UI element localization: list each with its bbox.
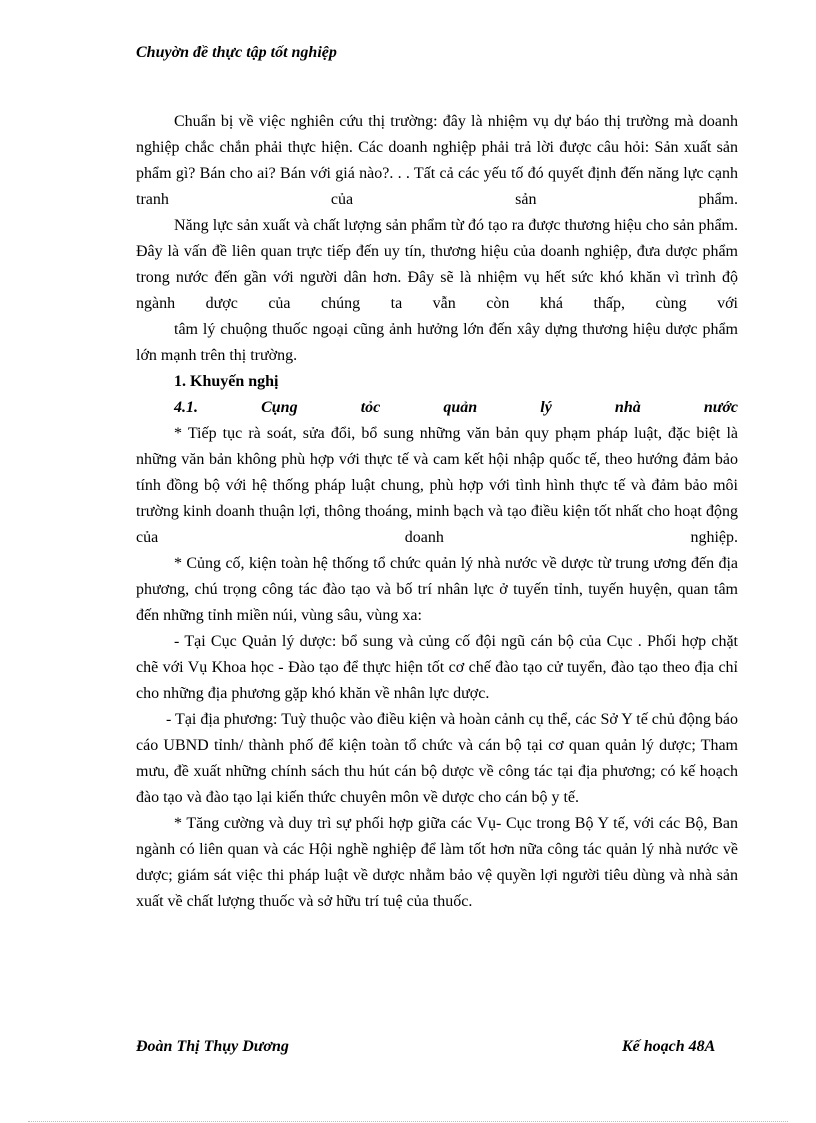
footer-author: Đoàn Thị Thụy Dương (136, 1038, 289, 1055)
subsection-heading-state-management: 4.1. Cụng tỏc quản lý nhà nước (174, 399, 738, 416)
paragraph-brand-capacity: Năng lực sản xuất và chất lượng sản phẩm từ đó tạo ra được thương hiệu cho sản phẩm. Đây là vấn đề liên quan trực tiếp đến uy tín, thương hiệu của doanh nghiệp, đưa dược phẩm trong nước đến gần với người dân hơn. Đây sẽ là nhiệm vụ hết sức khó khăn vì trình độ ngành dược của chúng ta vẫn còn khá thấp, cùng với (136, 217, 738, 312)
paragraph-brand-capacity-cont: tâm lý chuộng thuốc ngoại cũng ảnh hưởng lớn đến xây dựng thương hiệu dược phẩm lớn mạnh trên thị trường. (136, 321, 738, 364)
paragraph-organization: * Củng cố, kiện toàn hệ thống tổ chức quản lý nhà nước về dược từ trung ương đến địa phương, chú trọng công tác đào tạo và bố trí nhân lực ở tuyến tỉnh, tuyến huyện, quan tâm đến những tỉnh miền núi, vùng sâu, vùng xa: (136, 555, 738, 624)
paragraph-legal-review: * Tiếp tục rà soát, sửa đổi, bổ sung những văn bản quy phạm pháp luật, đặc biệt là những văn bản không phù hợp với thực tế và cam kết hội nhập quốc tế, theo hướng đảm bảo tính đồng bộ với hệ thống pháp luật chung, phù hợp với tình hình thực tế và đảm bảo môi trường kinh doanh thuận lợi, thông thoáng, minh bạch và tạo điều kiện tốt nhất cho hoạt động của doanh nghiệp. (136, 425, 738, 546)
paragraph-local-level: - Tại địa phương: Tuỳ thuộc vào điều kiện và hoàn cảnh cụ thể, các Sở Y tế chủ động báo cáo UBND tỉnh/ thành phố để kiện toàn tổ chức và cán bộ tại cơ quan quản lý dược; Tham mưu, đề xuất những chính sách thu hút cán bộ dược về công tác tại địa phương; có kế hoạch đào tạo và đào tạo lại kiến thức chuyên môn về dược cho cán bộ y tế. (136, 711, 738, 806)
document-body (136, 109, 738, 915)
paragraph-market-research: Chuẩn bị về việc nghiên cứu thị trường: đây là nhiệm vụ dự báo thị trường mà doanh nghiệp chắc chắn phải thực hiện. Các doanh nghiệp phải trả lời được câu hỏi: Sản xuất sản phẩm gì? Bán cho ai? Bán với giá nào?. . . Tất cả các yếu tố đó quyết định đến năng lực cạnh tranh của sản phẩm. (136, 113, 738, 208)
footer-class: Kế hoạch 48A (622, 1038, 716, 1055)
paragraph-drug-administration: - Tại Cục Quản lý dược: bổ sung và củng cố đội ngũ cán bộ của Cục . Phối hợp chặt chẽ với Vụ Khoa học - Đào tạo để thực hiện tốt cơ chế đào tạo cử tuyển, đào tạo theo địa chỉ cho những địa phương gặp khó khăn về nhân lực dược. (136, 633, 738, 702)
page-header-title: Chuyờn đề thực tập tốt nghiệp (136, 44, 337, 61)
section-heading-recommendations: 1. Khuyến nghị (174, 373, 279, 390)
page-bottom-divider (28, 1121, 788, 1122)
paragraph-coordination: * Tăng cường và duy trì sự phối hợp giữa các Vụ- Cục trong Bộ Y tế, với các Bộ, Ban ngành có liên quan và các Hội nghề nghiệp để làm tốt hơn nữa công tác quản lý nhà nước về dược; giám sát việc thi pháp luật về dược nhằm bảo vệ quyền lợi người tiêu dùng và nhà sản xuất về chất lượng thuốc và sở hữu trí tuệ của thuốc. (136, 815, 738, 910)
